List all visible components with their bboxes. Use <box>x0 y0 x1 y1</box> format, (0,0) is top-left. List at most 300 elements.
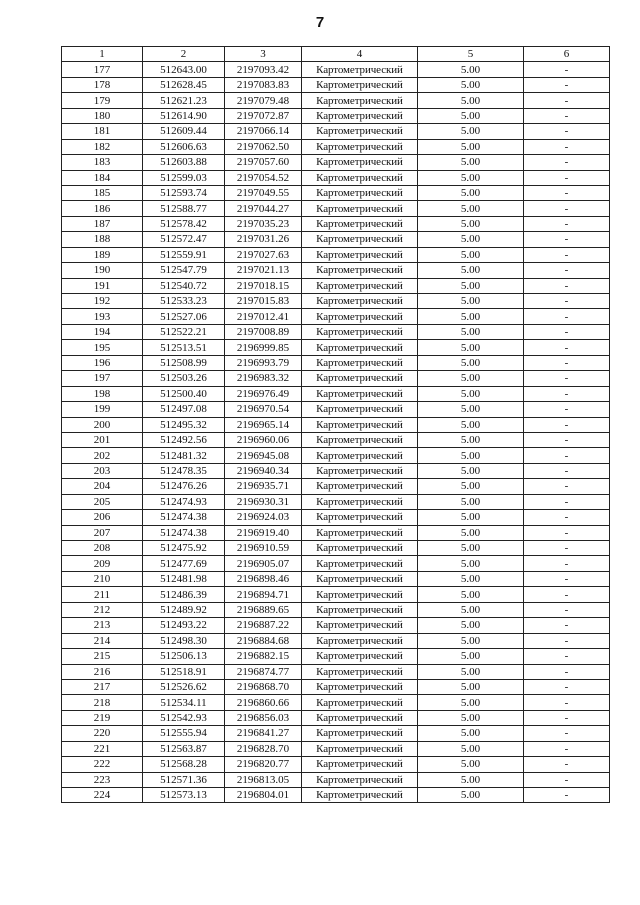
table-cell-col3: 2197027.63 <box>225 247 302 262</box>
table-cell-col2: 512478.35 <box>143 463 225 478</box>
table-row <box>62 155 610 170</box>
table-cell-col4: Картометрический <box>302 170 418 185</box>
table-cell-col4: Картометрический <box>302 124 418 139</box>
table-cell-col3: 2196993.79 <box>225 355 302 370</box>
table-cell-col5: 5.00 <box>418 77 524 92</box>
table-cell-col3: 2196860.66 <box>225 695 302 710</box>
table-cell-col4: Картометрический <box>302 772 418 787</box>
table-cell-col5: 5.00 <box>418 772 524 787</box>
table-cell-col2: 512628.45 <box>143 77 225 92</box>
table-cell-col1: 202 <box>62 448 143 463</box>
table-cell-col5: 5.00 <box>418 386 524 401</box>
table-row <box>62 417 610 432</box>
table-cell-col2: 512603.88 <box>143 155 225 170</box>
table-cell-col4: Картометрический <box>302 294 418 309</box>
table-cell-col4: Картометрический <box>302 479 418 494</box>
table-cell-col1: 189 <box>62 247 143 262</box>
page-number: 7 <box>315 14 325 31</box>
table-row <box>62 664 610 679</box>
table-cell-col5: 5.00 <box>418 355 524 370</box>
table-cell-col6: - <box>524 263 610 278</box>
table-cell-col6: - <box>524 201 610 216</box>
table-cell-col1: 185 <box>62 185 143 200</box>
table-cell-col2: 512495.32 <box>143 417 225 432</box>
table-cell-col6: - <box>524 139 610 154</box>
table-cell-col3: 2196945.08 <box>225 448 302 463</box>
table-cell-col1: 194 <box>62 324 143 339</box>
table-cell-col2: 512486.39 <box>143 587 225 602</box>
table-row <box>62 525 610 540</box>
table-cell-col5: 5.00 <box>418 324 524 339</box>
table-cell-col5: 5.00 <box>418 525 524 540</box>
table-cell-col3: 2197054.52 <box>225 170 302 185</box>
table-cell-col5: 5.00 <box>418 417 524 432</box>
column-header-4: 4 <box>302 47 418 62</box>
table-cell-col4: Картометрический <box>302 93 418 108</box>
table-cell-col2: 512476.26 <box>143 479 225 494</box>
table-cell-col3: 2197008.89 <box>225 324 302 339</box>
table-cell-col6: - <box>524 541 610 556</box>
table-cell-col3: 2196820.77 <box>225 757 302 772</box>
table-row <box>62 340 610 355</box>
table-cell-col3: 2196924.03 <box>225 510 302 525</box>
table-cell-col5: 5.00 <box>418 62 524 77</box>
table-cell-col2: 512540.72 <box>143 278 225 293</box>
table-cell-col6: - <box>524 602 610 617</box>
table-cell-col3: 2196930.31 <box>225 494 302 509</box>
table-body <box>62 62 610 803</box>
table-cell-col4: Картометрический <box>302 571 418 586</box>
table-cell-col1: 201 <box>62 432 143 447</box>
table-cell-col3: 2197072.87 <box>225 108 302 123</box>
column-header-5: 5 <box>418 47 524 62</box>
table-cell-col6: - <box>524 618 610 633</box>
table-cell-col6: - <box>524 216 610 231</box>
table-row <box>62 695 610 710</box>
table-cell-col6: - <box>524 556 610 571</box>
table-cell-col3: 2196804.01 <box>225 788 302 803</box>
table-cell-col3: 2197083.83 <box>225 77 302 92</box>
table-cell-col1: 184 <box>62 170 143 185</box>
table-cell-col2: 512568.28 <box>143 757 225 772</box>
table-cell-col3: 2197031.26 <box>225 232 302 247</box>
table-cell-col2: 512474.38 <box>143 510 225 525</box>
table-cell-col2: 512481.32 <box>143 448 225 463</box>
table-cell-col1: 212 <box>62 602 143 617</box>
column-header-2: 2 <box>143 47 225 62</box>
table-cell-col6: - <box>524 340 610 355</box>
table-cell-col4: Картометрический <box>302 541 418 556</box>
table-cell-col6: - <box>524 510 610 525</box>
table-cell-col4: Картометрический <box>302 263 418 278</box>
table-row <box>62 324 610 339</box>
table-cell-col4: Картометрический <box>302 633 418 648</box>
table-cell-col6: - <box>524 62 610 77</box>
table-cell-col4: Картометрический <box>302 108 418 123</box>
table-cell-col3: 2196935.71 <box>225 479 302 494</box>
table-row <box>62 371 610 386</box>
table-cell-col4: Картометрический <box>302 309 418 324</box>
table-cell-col3: 2196894.71 <box>225 587 302 602</box>
table-cell-col6: - <box>524 278 610 293</box>
table-cell-col6: - <box>524 571 610 586</box>
table-cell-col1: 190 <box>62 263 143 278</box>
table-cell-col6: - <box>524 402 610 417</box>
table-cell-col1: 207 <box>62 525 143 540</box>
table-cell-col1: 204 <box>62 479 143 494</box>
table-cell-col2: 512477.69 <box>143 556 225 571</box>
table-cell-col3: 2197057.60 <box>225 155 302 170</box>
table-cell-col6: - <box>524 417 610 432</box>
table-row <box>62 139 610 154</box>
table-cell-col5: 5.00 <box>418 494 524 509</box>
table-cell-col6: - <box>524 232 610 247</box>
table-cell-col3: 2196960.06 <box>225 432 302 447</box>
table-cell-col2: 512508.99 <box>143 355 225 370</box>
table-row <box>62 448 610 463</box>
table-cell-col4: Картометрический <box>302 247 418 262</box>
table-row <box>62 124 610 139</box>
table-cell-col3: 2196884.68 <box>225 633 302 648</box>
table-cell-col3: 2196887.22 <box>225 618 302 633</box>
table-cell-col6: - <box>524 185 610 200</box>
table-row <box>62 618 610 633</box>
table-cell-col5: 5.00 <box>418 587 524 602</box>
table-cell-col6: - <box>524 695 610 710</box>
table-cell-col1: 209 <box>62 556 143 571</box>
table-cell-col2: 512571.36 <box>143 772 225 787</box>
table-cell-col5: 5.00 <box>418 633 524 648</box>
table-cell-col1: 188 <box>62 232 143 247</box>
table-cell-col4: Картометрический <box>302 201 418 216</box>
table-cell-col4: Картометрический <box>302 232 418 247</box>
table-cell-col2: 512503.26 <box>143 371 225 386</box>
table-cell-col5: 5.00 <box>418 402 524 417</box>
table-row <box>62 494 610 509</box>
table-cell-col1: 198 <box>62 386 143 401</box>
table-cell-col6: - <box>524 679 610 694</box>
table-row <box>62 510 610 525</box>
table-cell-col6: - <box>524 77 610 92</box>
table-cell-col2: 512481.98 <box>143 571 225 586</box>
table-cell-col3: 2196983.32 <box>225 371 302 386</box>
table-cell-col3: 2196905.07 <box>225 556 302 571</box>
table-cell-col3: 2197062.50 <box>225 139 302 154</box>
table-cell-col4: Картометрический <box>302 788 418 803</box>
table-cell-col6: - <box>524 772 610 787</box>
column-header-1: 1 <box>62 47 143 62</box>
table-row <box>62 309 610 324</box>
table-cell-col6: - <box>524 479 610 494</box>
table-row <box>62 62 610 77</box>
table-cell-col1: 215 <box>62 649 143 664</box>
table-cell-col2: 512609.44 <box>143 124 225 139</box>
table-cell-col1: 191 <box>62 278 143 293</box>
table-cell-col1: 192 <box>62 294 143 309</box>
table-cell-col5: 5.00 <box>418 155 524 170</box>
table-cell-col4: Картометрический <box>302 402 418 417</box>
table-cell-col1: 181 <box>62 124 143 139</box>
table-cell-col1: 224 <box>62 788 143 803</box>
table-cell-col2: 512593.74 <box>143 185 225 200</box>
table-cell-col5: 5.00 <box>418 247 524 262</box>
table-cell-col2: 512563.87 <box>143 741 225 756</box>
table-cell-col2: 512498.30 <box>143 633 225 648</box>
table-cell-col6: - <box>524 741 610 756</box>
table-cell-col6: - <box>524 324 610 339</box>
table-cell-col6: - <box>524 124 610 139</box>
table-cell-col6: - <box>524 355 610 370</box>
table-cell-col2: 512489.92 <box>143 602 225 617</box>
table-row <box>62 247 610 262</box>
table-cell-col5: 5.00 <box>418 649 524 664</box>
table-cell-col5: 5.00 <box>418 479 524 494</box>
table-cell-col1: 222 <box>62 757 143 772</box>
table-cell-col2: 512475.92 <box>143 541 225 556</box>
table-cell-col4: Картометрический <box>302 618 418 633</box>
table-cell-col1: 210 <box>62 571 143 586</box>
table-row <box>62 355 610 370</box>
table-cell-col1: 182 <box>62 139 143 154</box>
table-cell-col1: 180 <box>62 108 143 123</box>
table-cell-col5: 5.00 <box>418 216 524 231</box>
table-cell-col4: Картометрический <box>302 371 418 386</box>
table-cell-col2: 512492.56 <box>143 432 225 447</box>
table-row <box>62 463 610 478</box>
table-cell-col4: Картометрический <box>302 741 418 756</box>
table-cell-col4: Картометрический <box>302 216 418 231</box>
table-cell-col2: 512573.13 <box>143 788 225 803</box>
table-cell-col5: 5.00 <box>418 201 524 216</box>
table-cell-col4: Картометрический <box>302 757 418 772</box>
table-cell-col6: - <box>524 371 610 386</box>
table-cell-col5: 5.00 <box>418 695 524 710</box>
table-cell-col2: 512572.47 <box>143 232 225 247</box>
table-cell-col6: - <box>524 757 610 772</box>
table-cell-col1: 179 <box>62 93 143 108</box>
table-cell-col5: 5.00 <box>418 788 524 803</box>
table-row <box>62 757 610 772</box>
table-row <box>62 232 610 247</box>
table-cell-col1: 216 <box>62 664 143 679</box>
table-cell-col5: 5.00 <box>418 510 524 525</box>
table-cell-col5: 5.00 <box>418 602 524 617</box>
table-cell-col6: - <box>524 108 610 123</box>
table-cell-col4: Картометрический <box>302 463 418 478</box>
table-cell-col5: 5.00 <box>418 139 524 154</box>
table-cell-col4: Картометрический <box>302 726 418 741</box>
table-cell-col6: - <box>524 726 610 741</box>
table-row <box>62 278 610 293</box>
table-cell-col6: - <box>524 788 610 803</box>
table-cell-col4: Картометрический <box>302 602 418 617</box>
table-cell-col1: 205 <box>62 494 143 509</box>
table-row <box>62 679 610 694</box>
table-row <box>62 263 610 278</box>
table-cell-col6: - <box>524 432 610 447</box>
table-cell-col3: 2197066.14 <box>225 124 302 139</box>
table-cell-col3: 2196828.70 <box>225 741 302 756</box>
table-cell-col4: Картометрический <box>302 155 418 170</box>
table-cell-col6: - <box>524 170 610 185</box>
table-cell-col3: 2196856.03 <box>225 710 302 725</box>
table-cell-col2: 512513.51 <box>143 340 225 355</box>
table-cell-col4: Картометрический <box>302 386 418 401</box>
table-row <box>62 571 610 586</box>
table-cell-col5: 5.00 <box>418 432 524 447</box>
table-cell-col5: 5.00 <box>418 679 524 694</box>
table-cell-col3: 2197079.48 <box>225 93 302 108</box>
table-cell-col3: 2197015.83 <box>225 294 302 309</box>
table-row <box>62 185 610 200</box>
table-cell-col2: 512518.91 <box>143 664 225 679</box>
table-cell-col3: 2196999.85 <box>225 340 302 355</box>
table-cell-col4: Картометрический <box>302 510 418 525</box>
table-cell-col1: 221 <box>62 741 143 756</box>
table-row <box>62 216 610 231</box>
table-cell-col2: 512555.94 <box>143 726 225 741</box>
table-cell-col1: 197 <box>62 371 143 386</box>
table-row <box>62 772 610 787</box>
table-cell-col3: 2197021.13 <box>225 263 302 278</box>
table-row <box>62 726 610 741</box>
table-cell-col3: 2196841.27 <box>225 726 302 741</box>
table-cell-col3: 2197093.42 <box>225 62 302 77</box>
table-cell-col1: 177 <box>62 62 143 77</box>
table-cell-col2: 512526.62 <box>143 679 225 694</box>
table-cell-col3: 2196889.65 <box>225 602 302 617</box>
table-cell-col2: 512542.93 <box>143 710 225 725</box>
table-cell-col3: 2196813.05 <box>225 772 302 787</box>
table-cell-col4: Картометрический <box>302 62 418 77</box>
table-cell-col5: 5.00 <box>418 232 524 247</box>
table-cell-col6: - <box>524 247 610 262</box>
table-cell-col1: 223 <box>62 772 143 787</box>
table-cell-col2: 512506.13 <box>143 649 225 664</box>
table-cell-col1: 178 <box>62 77 143 92</box>
table-cell-col5: 5.00 <box>418 185 524 200</box>
table-cell-col6: - <box>524 155 610 170</box>
table-cell-col1: 206 <box>62 510 143 525</box>
table-cell-col4: Картометрический <box>302 77 418 92</box>
table-cell-col2: 512534.11 <box>143 695 225 710</box>
table-row <box>62 788 610 803</box>
table-cell-col6: - <box>524 309 610 324</box>
table-cell-col3: 2196874.77 <box>225 664 302 679</box>
table-cell-col3: 2197012.41 <box>225 309 302 324</box>
table-row <box>62 432 610 447</box>
table-cell-col2: 512643.00 <box>143 62 225 77</box>
table-cell-col6: - <box>524 448 610 463</box>
table-cell-col5: 5.00 <box>418 710 524 725</box>
table-cell-col4: Картометрический <box>302 355 418 370</box>
table-cell-col5: 5.00 <box>418 93 524 108</box>
table-row <box>62 170 610 185</box>
table-row <box>62 77 610 92</box>
table-cell-col3: 2196898.46 <box>225 571 302 586</box>
table-row <box>62 93 610 108</box>
table-cell-col1: 203 <box>62 463 143 478</box>
table-cell-col6: - <box>524 494 610 509</box>
table-cell-col6: - <box>524 633 610 648</box>
table-cell-col5: 5.00 <box>418 741 524 756</box>
table-cell-col2: 512522.21 <box>143 324 225 339</box>
table-cell-col4: Картометрический <box>302 649 418 664</box>
table-cell-col2: 512474.93 <box>143 494 225 509</box>
table-cell-col1: 211 <box>62 587 143 602</box>
table-cell-col3: 2196910.59 <box>225 541 302 556</box>
table-cell-col6: - <box>524 664 610 679</box>
table-cell-col5: 5.00 <box>418 463 524 478</box>
table-row <box>62 479 610 494</box>
table-cell-col6: - <box>524 93 610 108</box>
table-cell-col3: 2196919.40 <box>225 525 302 540</box>
table-cell-col4: Картометрический <box>302 432 418 447</box>
table-cell-col2: 512606.63 <box>143 139 225 154</box>
table-cell-col3: 2196868.70 <box>225 679 302 694</box>
table-cell-col3: 2197049.55 <box>225 185 302 200</box>
table-cell-col4: Картометрический <box>302 710 418 725</box>
table-cell-col4: Картометрический <box>302 695 418 710</box>
table-cell-col6: - <box>524 525 610 540</box>
table-cell-col1: 186 <box>62 201 143 216</box>
table-row <box>62 402 610 417</box>
table-cell-col3: 2196882.15 <box>225 649 302 664</box>
table-cell-col5: 5.00 <box>418 124 524 139</box>
table-cell-col2: 512493.22 <box>143 618 225 633</box>
table-cell-col5: 5.00 <box>418 371 524 386</box>
table-cell-col5: 5.00 <box>418 757 524 772</box>
table-cell-col5: 5.00 <box>418 309 524 324</box>
table-cell-col5: 5.00 <box>418 340 524 355</box>
table-cell-col5: 5.00 <box>418 618 524 633</box>
table-cell-col1: 220 <box>62 726 143 741</box>
table-cell-col2: 512500.40 <box>143 386 225 401</box>
table-cell-col1: 208 <box>62 541 143 556</box>
table-cell-col1: 217 <box>62 679 143 694</box>
table-cell-col5: 5.00 <box>418 556 524 571</box>
table-cell-col1: 193 <box>62 309 143 324</box>
table-row <box>62 201 610 216</box>
table-cell-col3: 2197035.23 <box>225 216 302 231</box>
table-cell-col6: - <box>524 463 610 478</box>
table-row <box>62 541 610 556</box>
table-cell-col4: Картометрический <box>302 525 418 540</box>
column-header-6: 6 <box>524 47 610 62</box>
table-row <box>62 556 610 571</box>
table-cell-col5: 5.00 <box>418 278 524 293</box>
table-cell-col2: 512559.91 <box>143 247 225 262</box>
coordinates-table <box>61 46 610 803</box>
table-cell-col1: 195 <box>62 340 143 355</box>
table-row <box>62 741 610 756</box>
table-cell-col4: Картометрический <box>302 185 418 200</box>
table-cell-col4: Картометрический <box>302 587 418 602</box>
table-cell-col3: 2196940.34 <box>225 463 302 478</box>
table-cell-col5: 5.00 <box>418 108 524 123</box>
table-cell-col4: Картометрический <box>302 324 418 339</box>
table-cell-col2: 512527.06 <box>143 309 225 324</box>
table-cell-col4: Картометрический <box>302 448 418 463</box>
header-row <box>62 47 610 62</box>
table-cell-col2: 512474.38 <box>143 525 225 540</box>
table-row <box>62 294 610 309</box>
table-cell-col5: 5.00 <box>418 571 524 586</box>
table-cell-col4: Картометрический <box>302 417 418 432</box>
table-cell-col4: Картометрический <box>302 556 418 571</box>
table-row <box>62 633 610 648</box>
table-cell-col2: 512533.23 <box>143 294 225 309</box>
